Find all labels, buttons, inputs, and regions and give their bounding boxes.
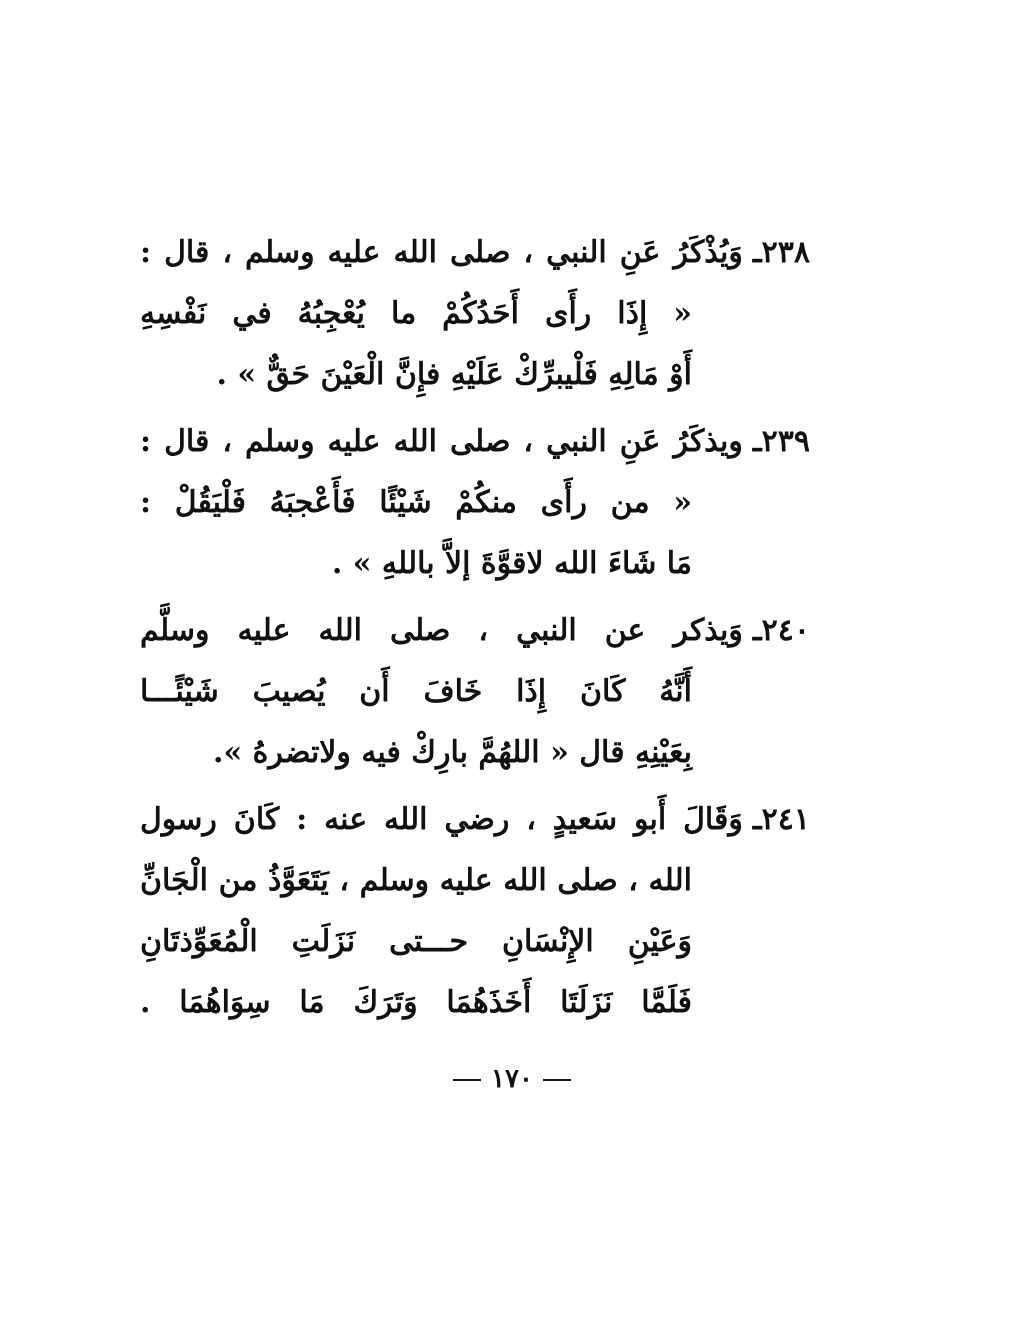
entry-line-text: وَيذكر عن النبي ، صلى الله عليه وسلَّم (140, 613, 743, 648)
entry-line: أَنَّهُ كَانَ إِذَا خَافَ أَن يُصيبَ شَيْئًـــا (140, 674, 692, 709)
entry-line (140, 222, 810, 283)
entry-line: بِعَيْنِهِ قال « اللهُمَّ بارِكْ فيه ولاتضرهُ ». (213, 735, 692, 770)
entry-line: مَا شَاءَ الله لاقوَّةَ إلاَّ باللهِ » . (331, 546, 692, 581)
entry-number: ٢٣٨ـ (752, 235, 810, 270)
entry-line (140, 789, 810, 850)
entry-line: « إِذَا رأَى أَحَدُكُمْ ما يُعْجِبُهُ في نَفْسِهِ (140, 296, 692, 331)
page-number: ١٧٠ (491, 1064, 533, 1094)
entry-line (140, 411, 810, 472)
hadith-entry-238 (140, 222, 810, 405)
entry-line: فَلَمَّا نَزَلَتَا أَخَذَهُمَا وَتَرَكَ مَا سِوَاهُمَا . (140, 985, 692, 1020)
entry-line (140, 600, 810, 661)
entry-line-text: وَقَالَ أَبو سَعيدٍ ، رضي الله عنه : كَانَ رسول (140, 802, 743, 837)
hadith-entry-241 (140, 789, 810, 1033)
entry-number: ٢٣٩ـ (752, 424, 810, 459)
footer-dash-right (453, 1079, 481, 1081)
page-footer (0, 1064, 1024, 1094)
footer-dash-left (543, 1079, 571, 1081)
hadith-entry-240 (140, 600, 810, 783)
entry-line-text: وَيُذْكَرُ عَنِ النبي ، صلى الله عليه وسلم ، قال : (140, 235, 743, 270)
entry-line-text: ويذكَرُ عَنِ النبي ، صلى الله عليه وسلم ، قال : (140, 424, 743, 459)
entry-line: الله ، صلى الله عليه وسلم ، يَتَعَوَّذُ من الْجَانِّ (140, 863, 692, 898)
entry-number: ٢٤١ـ (752, 802, 810, 837)
entry-number: ٢٤٠ـ (752, 613, 810, 648)
hadith-text-block (140, 222, 810, 1033)
entry-line: « من رأَى منكُمْ شَيْئًا فَأَعْجبَهُ فَلْيَقُلْ : (140, 485, 692, 520)
hadith-entry-239 (140, 411, 810, 594)
entry-line: أَوْ مَالِهِ فَلْيبرِّكْ عَلَيْهِ فإِنَّ الْعَيْنَ حَقٌّ » . (216, 357, 692, 392)
entry-line: وَعَيْنِ الإِنْسَانِ حـــتى نَزَلَتِ الْمُعَوِّذتَانِ (140, 924, 692, 959)
